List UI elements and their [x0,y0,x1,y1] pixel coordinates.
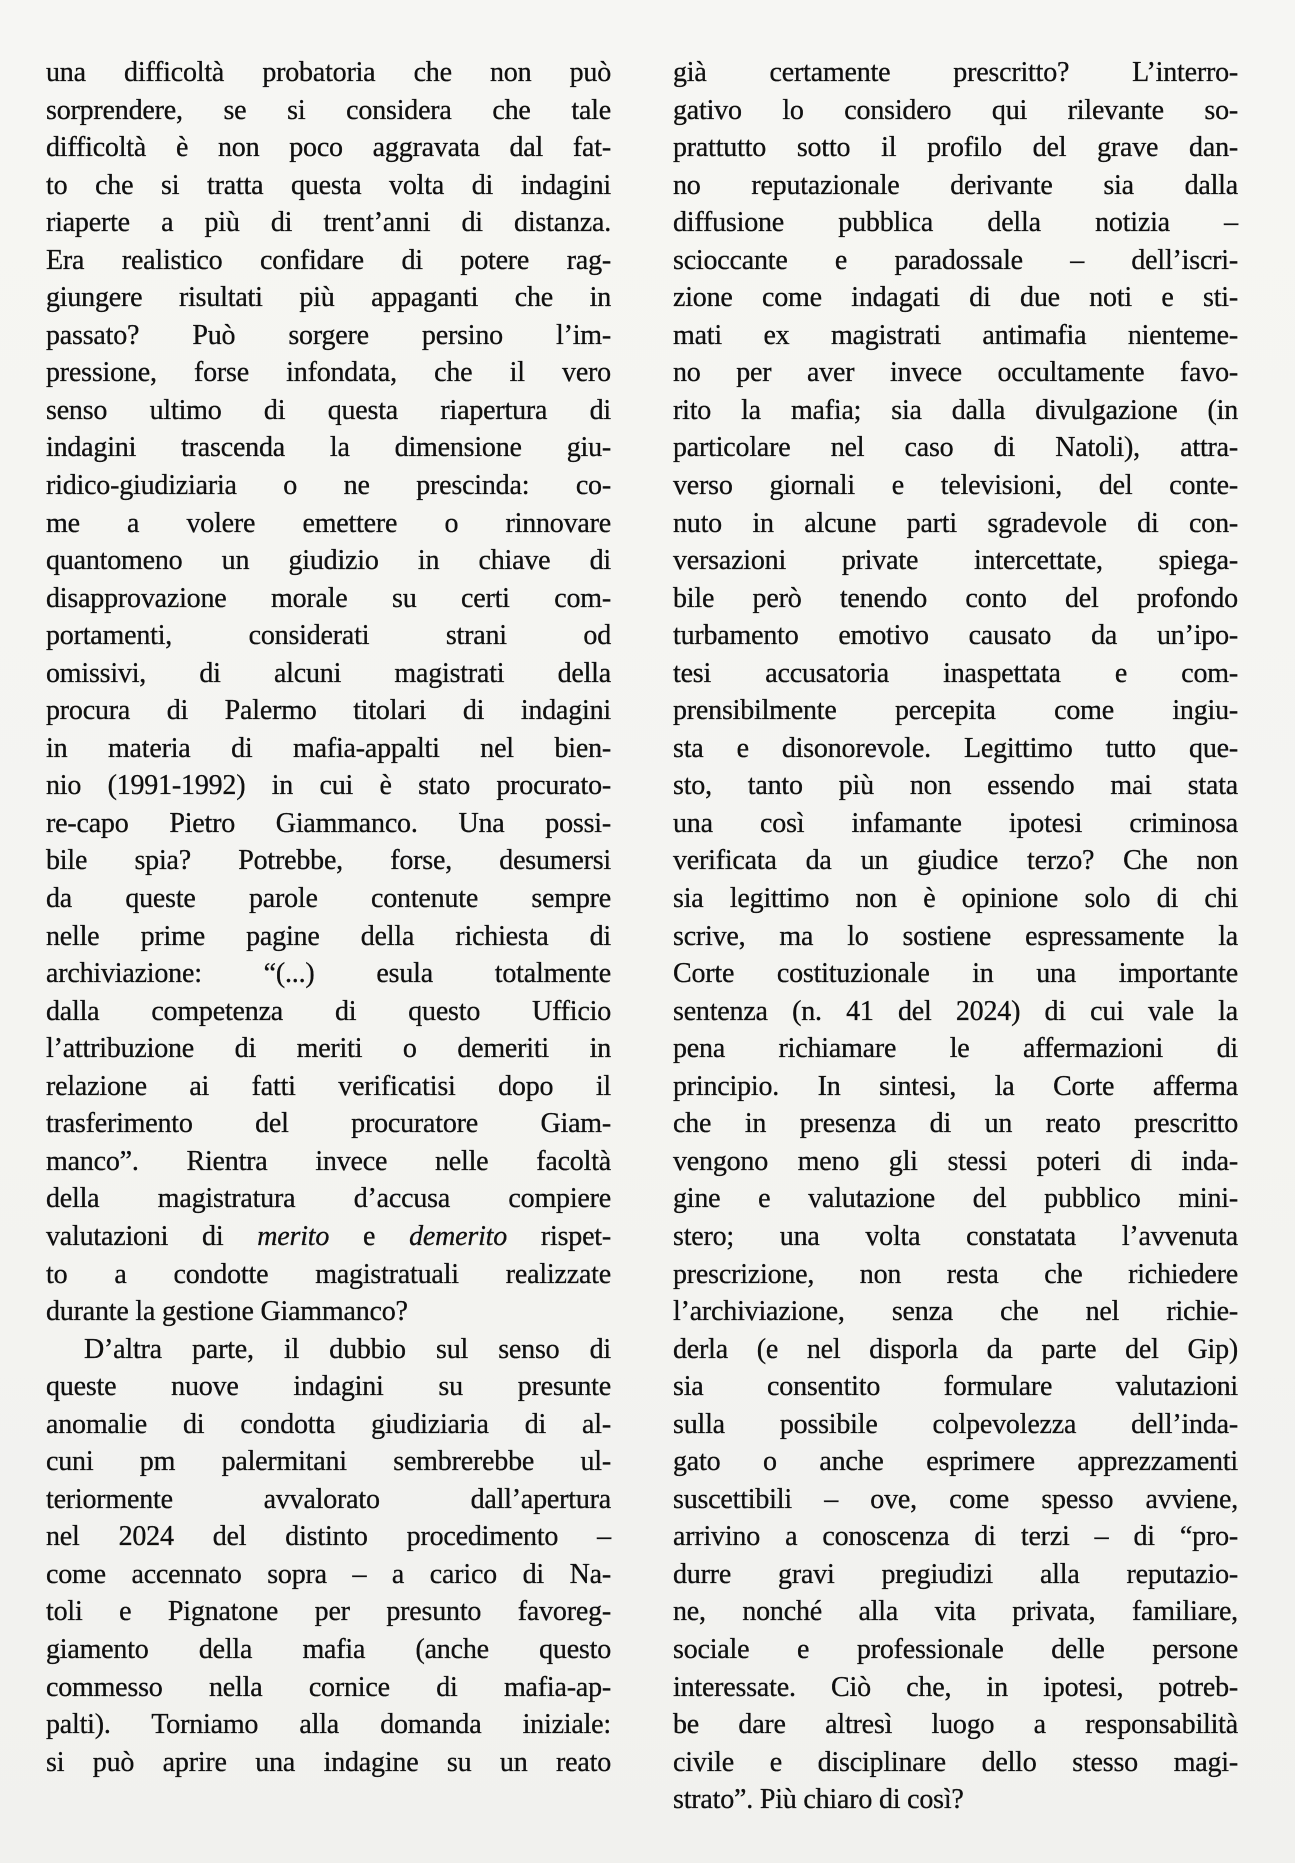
text-line: manco”. Rientra invece nelle facoltà [46,1145,611,1177]
text-line: rito la mafia; sia dalla divulgazione (in [673,394,1238,426]
text-line: sociale e professionale delle persone [673,1633,1238,1665]
text-line: senso ultimo di questa riapertura di [46,394,611,426]
text-line: riaperte a più di trent’anni di distanza. [46,207,611,239]
text-line: verso giornali e televisioni, del conte- [673,470,1238,502]
text-line: sia consentito formulare valutazioni [673,1371,1238,1403]
text-line: zione come indagati di due noti e sti- [673,282,1238,314]
text-line: bile però tenendo conto del profondo [673,582,1238,614]
text-line: giungere risultati più appaganti che in [46,282,611,314]
text-line: pena richiamare le affermazioni di [673,1033,1238,1065]
text-line: difficoltà è non poco aggravata dal fat- [46,132,611,164]
text-line: procura di Palermo titolari di indagini [46,695,611,727]
text-line: quantomeno un giudizio in chiave di [46,545,611,577]
text-line: D’altra parte, il dubbio sul senso di [84,1333,611,1365]
text-line: ridico-giudiziaria o ne prescinda: co- [46,470,611,502]
article-columns [46,54,1237,1819]
text-line: Era realistico confidare di potere rag- [46,244,611,276]
text-line: sulla possibile colpevolezza dell’inda- [673,1408,1238,1440]
text-line: nio (1991-1992) in cui è stato procurato- [46,770,611,802]
text-line: tesi accusatoria inaspettata e com- [673,657,1238,689]
text-line: toli e Pignatone per presunto favoreg- [46,1596,611,1628]
text-line: be dare altresì luogo a responsabilità [673,1709,1238,1741]
text-line: to a condotte magistratuali realizzate [46,1258,611,1290]
text-line: Corte costituzionale in una importante [673,958,1238,990]
column-left [46,54,611,1819]
text-line: palti). Torniamo alla domanda iniziale: [46,1709,611,1741]
text-line: no reputazionale derivante sia dalla [673,169,1238,201]
text-line: scioccante e paradossale – dell’iscri- [673,244,1238,276]
text-line: portamenti, considerati strani od [46,620,611,652]
text-line: in materia di mafia-appalti nel bien- [46,732,611,764]
text-line: to che si tratta questa volta di indagini [46,169,611,201]
italic-text: demerito [409,1220,508,1252]
text-line: relazione ai fatti verificatisi dopo il [46,1070,611,1102]
text-line: cuni pm palermitani sembrerebbe ul- [46,1446,611,1478]
text-line: durre gravi pregiudizi alla reputazio- [673,1558,1238,1590]
text-line: re-capo Pietro Giammanco. Una possi- [46,807,611,839]
plain-text: valutazioni di [46,1220,258,1252]
text-line: come accennato sopra – a carico di Na- [46,1558,611,1590]
text-line: gativo lo considero qui rilevante so- [673,94,1238,126]
text-line: pressione, forse infondata, che il vero [46,357,611,389]
text-line: bile spia? Potrebbe, forse, desumersi [46,845,611,877]
text-line: derla (e nel disporla da parte del Gip) [673,1333,1238,1365]
text-line: una così infamante ipotesi criminosa [673,807,1238,839]
text-line: sto, tanto più non essendo mai stata [673,770,1238,802]
text-line: da queste parole contenute sempre [46,883,611,915]
text-line: queste nuove indagini su presunte [46,1371,611,1403]
text-line: prensibilmente percepita come ingiu- [673,695,1238,727]
text-line: suscettibili – ove, come spesso avviene, [673,1483,1238,1515]
text-line: l’attribuzione di meriti o demeriti in [46,1033,611,1065]
text-line: una difficoltà probatoria che non può [46,57,611,88]
text-line: l’archiviazione, senza che nel richie- [673,1296,1238,1328]
text-line: gato o anche esprimere apprezzamenti [673,1446,1238,1478]
text-line: prescrizione, non resta che richiedere [673,1258,1238,1290]
plain-text: rispet- [507,1220,612,1252]
column-right [673,54,1238,1819]
text-line: della magistratura d’accusa compiere [46,1183,611,1215]
text-line: sorprendere, se si considera che tale [46,94,611,126]
plain-text: e [329,1220,410,1252]
text-line: no per aver invece occultamente favo- [673,357,1238,389]
text-line: versazioni private intercettate, spiega- [673,545,1238,577]
text-line: passato? Può sorgere persino l’im- [46,319,611,351]
text-line: verificata da un giudice terzo? Che non [673,845,1238,877]
text-line: arrivino a conoscenza di terzi – di “pro- [673,1521,1238,1553]
text-line [46,1218,611,1256]
text-line: interessate. Ciò che, in ipotesi, potreb- [673,1671,1238,1703]
text-line: diffusione pubblica della notizia – [673,207,1238,239]
text-line: omissivi, di alcuni magistrati della [46,657,611,689]
text-line: principio. In sintesi, la Corte afferma [673,1070,1238,1102]
text-line: prattutto sotto il profilo del grave dan- [673,132,1238,164]
text-line: sentenza (n. 41 del 2024) di cui vale la [673,995,1238,1027]
text-line: si può aprire una indagine su un reato [46,1746,611,1778]
text-line: archiviazione: “(...) esula totalmente [46,958,611,990]
italic-text: merito [257,1220,330,1252]
text-line: commesso nella cornice di mafia-ap- [46,1671,611,1703]
text-line: particolare nel caso di Natoli), attra- [673,432,1238,464]
text-line: vengono meno gli stessi poteri di inda- [673,1145,1238,1177]
text-line: disapprovazione morale su certi com- [46,582,611,614]
text-line: teriormente avvalorato dall’apertura [46,1483,611,1515]
text-line: turbamento emotivo causato da un’ipo- [673,620,1238,652]
text-line: durante la gestione Giammanco? [46,1296,408,1328]
text-line: già certamente prescritto? L’interro- [673,57,1238,88]
text-line: nel 2024 del distinto procedimento – [46,1521,611,1553]
text-line: me a volere emettere o rinnovare [46,507,611,539]
text-line: stero; una volta constatata l’avvenuta [673,1220,1238,1252]
text-line: sta e disonorevole. Legittimo tutto que- [673,732,1238,764]
text-line: scrive, ma lo sostiene espressamente la [673,920,1238,952]
text-line: mati ex magistrati antimafia nienteme- [673,319,1238,351]
text-line: nelle prime pagine della richiesta di [46,920,611,952]
text-line: indagini trascenda la dimensione giu- [46,432,611,464]
text-line: anomalie di condotta giudiziaria di al- [46,1408,611,1440]
text-line: gine e valutazione del pubblico mini- [673,1183,1238,1215]
text-line: sia legittimo non è opinione solo di chi [673,883,1238,915]
text-line: ne, nonché alla vita privata, familiare, [673,1596,1238,1628]
text-line: dalla competenza di questo Ufficio [46,995,611,1027]
text-line: trasferimento del procuratore Giam- [46,1108,611,1140]
text-line: giamento della mafia (anche questo [46,1633,611,1665]
text-line: civile e disciplinare dello stesso magi- [673,1746,1238,1778]
text-line: che in presenza di un reato prescritto [673,1108,1238,1140]
text-line: nuto in alcune parti sgradevole di con- [673,507,1238,539]
text-line: strato”. Più chiaro di così? [673,1784,964,1816]
